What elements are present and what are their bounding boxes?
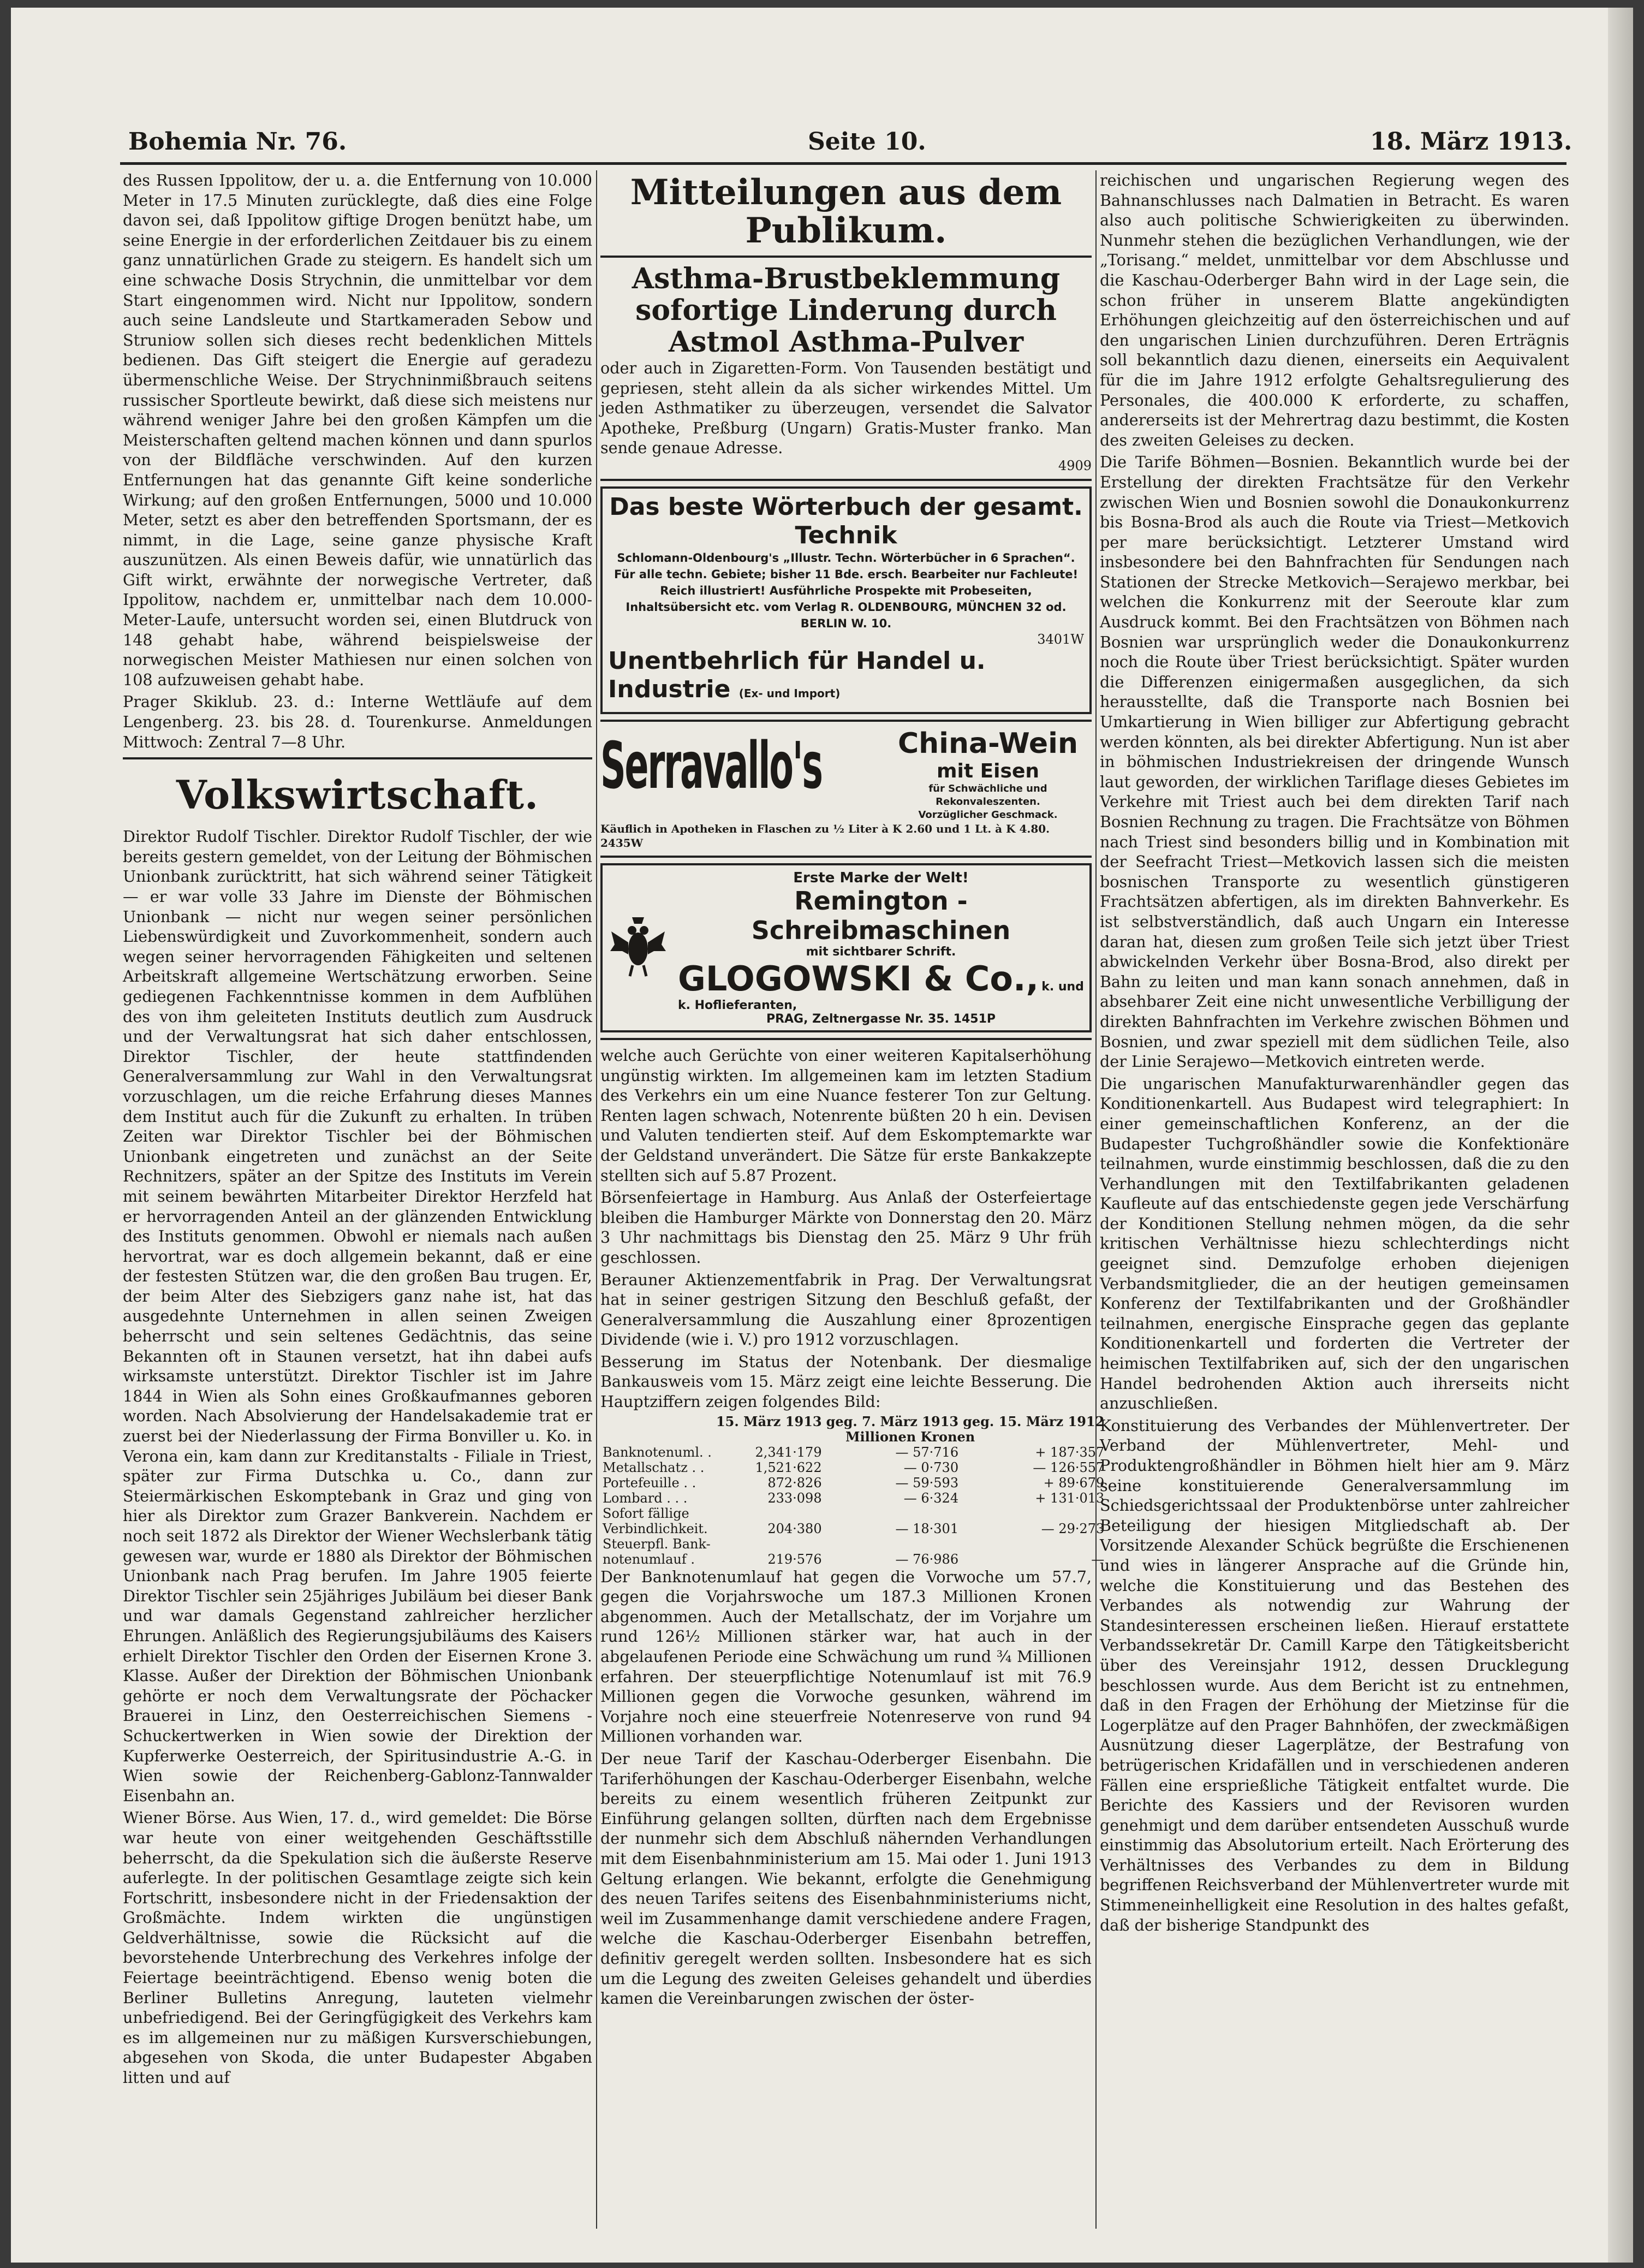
serravallo-product-block: [884, 727, 1092, 822]
column-left: [123, 170, 592, 2234]
article-beraun: Berauner Aktienzementfabrik in Prag. Der Verwaltungsrat hat in seiner gestrigen Sitzung den Beschluß gefaßt, der Generalversammlung die Auszahlung einer 8prozentigen Dividende (wie i. V.) pro 1912 vorzuschlagen.: [600, 1270, 1092, 1349]
double-eagle-icon: [608, 915, 668, 981]
table-header: geg. 15. März 1912: [963, 1413, 1105, 1429]
table-cell: Metallschatz . .: [603, 1459, 705, 1475]
issue-label: Bohemia Nr. 76.: [128, 128, 347, 156]
table-cell: 1,521·622: [755, 1459, 822, 1475]
table-unit: Millionen Kronen: [845, 1428, 975, 1445]
table-cell: — 18·301: [895, 1521, 959, 1536]
column-divider: [596, 170, 597, 2229]
column-right: [1100, 170, 1569, 2234]
table-row: [600, 1475, 1106, 1491]
table-cell: Lombard . . .: [603, 1490, 688, 1506]
table-row: [600, 1536, 1106, 1552]
section-title-volkswirtschaft: Volkswirtschaft.: [176, 771, 539, 818]
serravallo-name: Serravallo's: [600, 727, 822, 803]
newspaper-page: [11, 8, 1633, 2263]
table-cell: 2,341·179: [755, 1444, 822, 1460]
remington-row: [608, 870, 1084, 1026]
table-cell: Banknotenuml. .: [603, 1444, 712, 1460]
table-cell: — 6·324: [903, 1490, 959, 1506]
bank-status-table: [600, 1414, 1106, 1567]
table-cell: [961, 1506, 1106, 1521]
table-cell: notenumlauf .: [603, 1551, 695, 1567]
remington-company: GLOGOWSKI & Co.,: [678, 958, 1039, 999]
table-cell: — 126·557: [1033, 1459, 1105, 1475]
ad-rule: [600, 479, 1092, 481]
serravallo-footer: [600, 822, 1092, 850]
remington-company-line: [678, 959, 1084, 1012]
remington-first: Erste Marke der Welt!: [793, 869, 969, 886]
article-market-cont: welche auch Gerüchte von einer weiteren Kapitalserhöhung ungünstig wirkten. Im allgemeinen kam im letzten Stadium des Verkehrs ein um eine Nuance festerer Ton zur Geltung. Renten lagen schwach, Notenrente büßten 20 h ein. Devisen und Valuten tendierten steif. Auf dem Eskomptemarkte war der Geldstand unverändert. Die Sätze für erste Bankakzepte stellten sich auf 5.87 Prozent.: [600, 1046, 1092, 1185]
remington-code: 1451P: [953, 1012, 996, 1026]
issue-date: 18. März 1913.: [1370, 128, 1572, 156]
table-cell: — 29·273: [1041, 1521, 1105, 1536]
table-cell: [824, 1506, 961, 1521]
remington-text: [678, 870, 1084, 1026]
woerterbuch-footer-small: (Ex- und Import): [738, 686, 841, 700]
remington-ad: [600, 863, 1092, 1032]
table-unit-spacer: [600, 1429, 714, 1445]
table-row: [600, 1445, 1106, 1460]
table-row: [600, 1460, 1106, 1475]
remington-title: Remington - Schreibmaschinen: [751, 886, 1011, 945]
article-notenbank: Besserung im Status der Notenbank. Der diesmalige Bankausweis vom 15. März zeigt eine leichte Besserung. Die Hauptziffern zeigen folgendes Bild:: [600, 1352, 1092, 1411]
table-row: [600, 1506, 1106, 1521]
woerterbuch-footer-main: Unentbehrlich für Handel u. Industrie: [608, 646, 986, 703]
table-cell: — 57·716: [895, 1444, 959, 1460]
column-middle: [600, 170, 1105, 2234]
serravallo-with: mit Eisen: [937, 759, 1039, 782]
remington-purveyor: k. und k. Hoflieferanten,: [678, 979, 1084, 1012]
table-row: [600, 1491, 1106, 1506]
table-cell: + 187·357: [1035, 1444, 1105, 1460]
header-rule: [120, 162, 1566, 165]
article-wiener-boerse: Wiener Börse. Aus Wien, 17. d., wird gemeldet: Die Börse war heute von einer weitgehenden Geschäftsstille beherrscht, da die Spekulation sich die äußerste Reserve auferlegte. In der politischen Gesamtlage zeigte sich kein Fortschritt, insbesondere nicht in der Friedensaktion der Großmächte. Indem wirkten die ungünstigen Geldverhältnisse, sowie die Rücksicht auf die bevorstehende Unterbrechung des Verkehres infolge der Feiertage beeinträchtigend. Ebenso wenig boten die Berliner Bulletins Anregung, lauteten vielmehr unbefriedigend. Bei der Geringfügigkeit des Verkehrs kam es im allgemeinen nur zu mäßigen Kursverschiebungen, abgesehen von Skoda, die unter Budapester Abgaben litten und auf: [123, 1808, 592, 2087]
article-hamburg: Börsenfeiertage in Hamburg. Aus Anlaß der Osterfeiertage bleiben die Hamburger Märkte von Donnerstag den 20. März 3 Uhr nachmittags bis Dienstag den 25. März 9 Uhr früh geschlossen.: [600, 1188, 1092, 1267]
article-boehmen-bosnien: Die Tarife Böhmen—Bosnien. Bekanntlich wurde bei der Erstellung der direkten Frachtsätze für den Verkehr zwischen Wien und Bosnien sowohl die Donaukonkurrenz bis Bosna-Brod als auch die Route via Triest—Metkovich per mare berücksichtigt. Letzterer Umstand wird insbesondere bei den Bahnfrachten für Sendungen nach Stationen der Strecke Metkovich—Serajewo merkbar, bei welchen die Konkurrenz mit der Seeroute klar zum Ausdruck kommt. Bei den Frachtsätzen von Böhmen nach Bosnien war ursprünglich weder die Donaukonkurrenz noch die Route über Triest berücksichtigt. Später wurden die Differenzen einigermaßen ausgeglichen, da sich herausstellte, daß die Transporte nach Bosnien bei Umkartierung in Wien billiger zur Abfertigung gebracht werden könnten, als bei direkter Abfertigung. Nun ist aber in böhmischen Industriekreisen der dringende Wunsch laut geworden, der wirklichen Tariflage dieses Gebietes im Verkehre mit Triest auch bei dem direkten Tarif nach Bosnien Rechnung zu tragen. Die Frachtsätze von Böhmen nach Triest sind besonders billig und in Kombination mit der Seefracht Triest—Metkovich lassen sich die meisten bosnischen Transporte zu wesentlich günstigeren Frachtsätzen abfertigen, als im direkten Bahnverkehr. Es ist selbstverständlich, daß auch Ungarn ein Interesse daran hat, diesen zum großen Teile sich jetzt über Triest abwickelnden Verkehr über Bosna-Brod, also direkt per Bahn zu leiten und man kann sonach annehmen, daß in absehbarer Zeit eine nicht unwesentliche Verbilligung der direkten Bahnfrachten im Verkehre zwischen Böhmen und Bosnien, und zwar speziell mit dem südlichen Teile, also der Linie Serajewo—Metkovich eintreten werde.: [1100, 453, 1569, 1071]
table-cell: Verbindlichkeit.: [603, 1521, 708, 1536]
table-body: [600, 1445, 1106, 1567]
article-ippolitow: des Russen Ippolitow, der u. a. die Entfernung von 10.000 Meter in 17.5 Minuten zurücklegte, daß dies eine Folge davon sei, daß Ippolitow giftige Drogen benützt habe, um seine Energie in der erforderlichen Zeitdauer bis zu einem ganz unnatürlichen Grade zu steigern. Es handelt sich um eine schwache Dosis Strychnin, die unmittelbar vor dem Start eingenommen wird. Nicht nur Ippolitow, sondern auch seine Landsleute und Startkameraden Sebow und Struniow sollen sich dieses recht bedenklichen Mittels bedienen. Das Gift steigert die Energie auf geradezu übermenschliche Weise. Der Strychninmißbrauch seitens russischer Sportleute bewirkt, daß diese sich meistens nur während weniger Jahre bei den großen Kämpfen um die Meisterschaften geltend machen können und dann spurlos von der Bildfläche verschwinden. Auf den kurzen Entfernungen hat das genannte Gift keine sonderliche Wirkung; auf den großen Entfernungen, 5000 und 10.000 Meter, setzt es aber den betreffenden Sportsmann, der es nimmt, in die Lage, seine ganze physische Kraft auszunützen. Als einen Beweis dafür, wie unnatürlich das Gift wirkt, erwähnte der norwegische Vertreter, daß Ippolitow, nachdem er, unmittelbar nach dem 10.000-Meter-Laufe, untersucht worden sei, einen Blutdruck von 148 gehabt habe, während beispielsweise der norwegischen Meister Mathiesen nur einen solchen von 108 aufzuweisen gehabt habe.: [123, 171, 592, 689]
table-row: [600, 1552, 1106, 1567]
column-divider: [1095, 170, 1097, 2229]
table-cell: —: [1091, 1551, 1105, 1567]
serravallo-for: für Schwächliche und Rekonvaleszenten.: [928, 782, 1047, 808]
table-cell: Sofort fällige: [603, 1505, 689, 1521]
woerterbuch-ad: [600, 486, 1092, 714]
table-cell: [714, 1536, 824, 1552]
serravallo-taste: Vorzüglicher Geschmack.: [918, 809, 1058, 821]
table-cell: — 0·730: [903, 1459, 959, 1475]
woerterbuch-code: 3401W: [1037, 631, 1084, 647]
woerterbuch-footer: [608, 647, 1084, 708]
serravallo-product: China-Wein: [898, 727, 1078, 760]
serravallo-ad: [600, 727, 1092, 822]
table-header: 15. März 1913: [716, 1413, 822, 1429]
table-header: geg. 7. März 1913: [826, 1413, 959, 1429]
woerterbuch-body: Schlomann-Oldenbourg's „Illustr. Techn. Wörterbücher in 6 Sprachen“. Für alle techn. Gebiete; bisher 11 Bde. ersch. Bearbeiter nur Fachleute! Reich illustriert! Ausführliche Prospekte mit Probeseiten, Inhaltsübersicht etc. vom Verlag R. OLDENBOURG, MÜNCHEN 32 od. BERLIN W. 10.: [613, 551, 1079, 630]
serravallo-code: 2435W: [600, 836, 644, 850]
table-cell: Portefeuille . .: [603, 1475, 696, 1491]
table-header-label: [600, 1414, 714, 1429]
article-umlauf: Der Banknotenumlauf hat gegen die Vorwoche um 57.7, gegen die Vorjahrswoche um 187.3 Millionen Kronen abgenommen. Auch der Metallschatz, der im Vorjahre um rund 126½ Millionen stärker war, hat auch in der abgelaufenen Periode eine Schwächung um rund ¾ Millionen erfahren. Der steuerpflichtige Notenumlauf ist mit 76.9 Millionen gegen die Vorwoche gesunken, während im Vorjahre noch eine steuerfreie Notenreserve von rund 94 Millionen vorhanden war.: [600, 1567, 1092, 1746]
ad-rule: [600, 1038, 1092, 1040]
table-cell: — 76·986: [895, 1551, 959, 1567]
article-manufaktur: Die ungarischen Manufakturwarenhändler gegen das Konditionenkartell. Aus Budapest wird telegraphiert: In einer gemeinschaftlichen Konferenz, an der die Budapester Tuchgroßhändler sowie die Konfektionäre teilnahmen, wurde einstimmig beschlossen, daß die zu den Verhandlungen mit den Textilfabrikanten geladenen Kaufleute auf das entschiedenste gegen jede Verschärfung der Konditionen Stellung nehmen mögen, da die sehr kritischen Verhältnisse hiezu schlechterdings nicht geeignet sind. Demzufolge erhoben diejenigen Verbandsmitglieder, die an der heutigen gemeinsamen Konferenz der Textilfabrikanten und der Großhändler teilnahmen, energische Einsprache gegen das geplante Konditionenkartell und forderten die Vertreter der heimischen Textilfabriken auf, sich der den ungarischen Handel bedrohenden Aktion auch ihrerseits nicht anzuschließen.: [1100, 1074, 1569, 1413]
asthma-ad-number: 4909: [1058, 458, 1092, 473]
table-cell: 219·576: [767, 1551, 822, 1567]
table-cell: — 59·593: [895, 1475, 959, 1491]
serravallo-footer-text: Käuflich in Apotheken in Flaschen zu ½ Liter à K 2.60 und 1 Lt. à K 4.80.: [600, 822, 1050, 835]
table-cell: Steuerpfl. Bank-: [603, 1536, 711, 1552]
article-skiklub: Prager Skiklub. 23. d.: Interne Wettläufe auf dem Lengenberg. 23. bis 28. d. Tourenkurse. Anmeldungen Mittwoch: Zentral 7—8 Uhr.: [123, 692, 592, 751]
mitteilungen-title: Mitteilungen aus dem Publikum.: [630, 172, 1062, 251]
asthma-ad-headline: Asthma-Brustbeklemmung sofortige Linderung durch Astmol Asthma-Pulver: [632, 262, 1061, 359]
ad-rule: [600, 256, 1092, 258]
article-tischler: Direktor Rudolf Tischler. Direktor Rudolf Tischler, der wie bereits gestern gemeldet, von der Leitung der Böhmischen Unionbank zurücktritt, hat sich während seiner Tätigkeit — er war volle 33 Jahre im Dienste der Böhmischen Unionbank — nicht nur wegen seiner persönlichen Liebenswürdigkeit und Zuvorkommenheit, sondern auch wegen seiner hervorragenden Fähigkeiten und seltenen Arbeitskraft allgemeine Wertschätzung erworben. Seine gediegenen Fachkenntnisse kommen in dem Aufblühen des von ihm geleiteten Instituts deutlich zum Ausdruck und der Verwaltungsrat hat sich daher entschlossen, Direktor Tischler, der heute stattfindenden Generalversammlung zur Wahl in den Verwaltungsrat vorzuschlagen, um die reiche Erfahrung dieses Mannes dem Institut auch für die Zukunft zu erhalten. In trüben Zeiten war Direktor Tischler bei der Böhmischen Unionbank eingetreten und zunächst an der Seite Rechnitzers, später an der Spitze des Instituts im Verein mit seinem bewährten Mitarbeiter Direktor Herzfeld hat er hervorragenden Anteil an der glänzenden Entwicklung des Instituts genommen. Obwohl er niemals nach außen hervortrat, war es doch allgemein bekannt, daß er eine der festesten Stützen war, die den großen Bau trugen. Er, der beim Alter des Siebzigers ganz nahe ist, hat das ausgedehnte Unternehmen in allen seinen Zweigen beherrscht und sein seltenes Gedächtnis, das seine Bekannten oft in Staunen versetzt, hat ihn dabei aufs wirksamste unterstützt. Direktor Tischler ist im Jahre 1844 in Wien als Sohn eines Großkaufmannes geboren worden. Nach Absolvierung der Handelsakademie trat er zuerst bei der Niederlassung der Firma Bonviller u. Ko. in Verona ein, kam dann zur Kreditanstalts - Filiale in Triest, später zur Firma Dutschka u. Co., dann zur Steiermärkischen Eskomptebank in Graz und ging von hier als Direktor zum Grazer Bankverein. Nachdem er noch seit 1872 als Direktor der Wiener Wechslerbank tätig gewesen war, wurde er 1880 als Direktor der Böhmischen Unionbank nach Prag berufen. Im Jahre 1905 feierte Direktor Tischler sein 25jähriges Jubiläum bei dieser Bank und war damals Gegenstand zahlreicher herzlicher Ehrungen. Anläßlich des Regierungsjubiläums des Kaisers erhielt Direktor Tischler den Orden der Eisernen Krone 3. Klasse. Außer der Direktion der Böhmischen Unionbank gehörte er noch dem Verwaltungsrate der Pöchacker Brauerei in Linz, den Oesterreichischen Siemens - Schuckertwerken in Wien sowie der Direktion der Kupferwerke Oesterreich, der Spiritusindustrie A.-G. in Wien sowie der Reichenberg-Gablonz-Tannwalder Eisenbahn an.: [123, 827, 592, 1805]
article-tarif-cont: reichischen und ungarischen Regierung wegen des Bahnanschlusses nach Dalmatien in Betracht. Es waren also auch politische Schwierigkeiten zu überwinden. Nunmehr stehen die bezüglichen Verhandlungen, wie der „Torisang.“ meldet, unmittelbar vor dem Abschlusse und die Kaschau-Oderberger Bahn wird in der Lage sein, die schon früher in unserem Blatte angekündigten Erhöhungen gleichzeitig auf den österreichischen und auf den ungarischen Linien durchzuführen. Deren Erträgnis soll bekanntlich dazu dienen, einerseits ein Aequivalent für die im Jahre 1912 erfolgte Gehaltsregulierung des Personales, die 400.000 K erforderte, zu schaffen, andererseits ist der Mehrertrag dazu bestimmt, die Kosten des zweiten Geleises zu decken.: [1100, 171, 1569, 449]
table-cell: + 131·013: [1035, 1490, 1105, 1506]
table-cell: [714, 1506, 824, 1521]
ad-rule: [600, 720, 1092, 722]
remington-sub: mit sichtbarer Schrift.: [806, 945, 956, 959]
table-cell: 233·098: [767, 1490, 822, 1506]
woerterbuch-title: Das beste Wörterbuch der gesamt. Technik: [609, 492, 1083, 549]
article-tarif: Der neue Tarif der Kaschau-Oderberger Eisenbahn. Die Tariferhöhungen der Kaschau-Oderberger Eisenbahn, welche bereits zu einem wesentlich früheren Zeitpunkt zur Einführung gelangen sollten, dürften nach dem Ergebnisse der nunmehr sich dem Abschluß nähernden Verhandlungen mit dem Eisenbahnministerium am 15. Mai oder 1. Juni 1913 Geltung erlangen. Wie bekannt, erfolgte die Genehmigung des neuen Tarifes seitens des Eisenbahnministeriums nicht, weil im Zusammenhange damit verschiedene andere Fragen, welche die Kaschau-Oderberger Eisenbahn betreffen, definitiv geregelt werden sollten. Insbesondere hat es sich um die Legung des zweiten Geleises gehandelt und überdies kamen die Vereinbarungen zwischen der öster-: [600, 1749, 1092, 2008]
table-cell: [961, 1536, 1106, 1552]
table-cell: + 89·679: [1043, 1475, 1105, 1491]
remington-address-line: [678, 1012, 1084, 1026]
table-cell: 204·380: [767, 1521, 822, 1536]
page-number: Seite 10.: [808, 128, 926, 156]
table-cell: [824, 1536, 961, 1552]
table-cell: 872·826: [767, 1475, 822, 1491]
asthma-ad-text: oder auch in Zigaretten-Form. Von Tausenden bestätigt und gepriesen, steht allein da als sicher wirkendes Mittel. Um jeden Asthmatiker zu überzeugen, versendet die Salvator Apotheke, Preßburg (Ungarn) Gratis-Muster franko. Man sende genaue Adresse.: [600, 359, 1092, 458]
table-header-row: [600, 1414, 1106, 1429]
scan-edge: [1608, 8, 1633, 2263]
ad-rule: [600, 856, 1092, 858]
article-muehlenvertreter: Konstituierung des Verbandes der Mühlenvertreter. Der Verband der Mühlenvertreter, Mehl- und Produktengroßhändler in Böhmen hielt hier am 9. März seine konstituierende Generalversammlung im Schiedsgerichtssaal der Produktenbörse unter zahlreicher Beteiligung der hiesigen Mitgliedschaft ab. Der Vorsitzende Alexander Schück begrüßte die Erschienenen und wies in längerer Ansprache auf die Gründe hin, welche die Konstituierung und das Bestehen des Verbandes als notwendig zur Wahrung der Standesinteressen erscheinen ließen. Hierauf erstattete Verbandssekretär Dr. Camill Karpe den Tätigkeitsbericht über des Vereinsjahr 1912, dessen Drucklegung beschlossen wurde. Aus dem Bericht ist zu entnehmen, daß in den Fragen der Erhöhung der Mietzinse für die Logerplätze auf den Prager Bahnhöfen, der zweckmäßigen Ausnützung dieser Lagerplätze, der Bestrafung von betrügerischen Kridafällen und in verschiedenen anderen Fällen eine ersprießliche Tätigkeit entfaltet wurde. Die Berichte des Kassiers und der Revisoren wurden genehmigt und dem darüber entsendeten Ausschuß wurde einstimmig das Absolutorium erteilt. Nach Erörterung des Verhältnisses des Verbandes zu dem in Bildung begriffenen Reichsverband der Mühlenvertreter wurde mit Stimmeneinhelligkeit eine Resolution in des haltes gefaßt, daß der bisherige Standpunkt des: [1100, 1416, 1569, 1934]
remington-address: PRAG, Zeltnergasse Nr. 35.: [766, 1012, 949, 1026]
table-unit-row: [600, 1429, 1106, 1445]
section-rule: [123, 757, 592, 759]
table-row: [600, 1521, 1106, 1536]
